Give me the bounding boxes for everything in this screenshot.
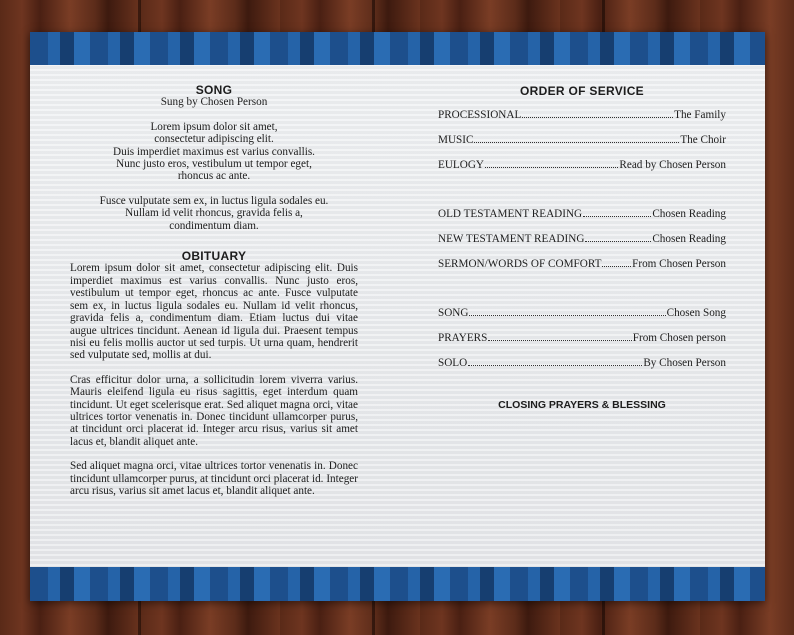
bottom-blue-band <box>30 567 765 601</box>
service-item-label: EULOGY <box>438 159 484 171</box>
verse-line: rhoncus ac ante. <box>177 170 251 183</box>
verse-line: Fusce vulputate sem ex, in luctus ligula sodales eu. <box>99 194 329 207</box>
dot-leader <box>602 257 631 267</box>
dot-leader <box>488 331 631 341</box>
service-item-label: MUSIC <box>438 134 474 146</box>
service-item <box>438 232 726 257</box>
song-subtitle: Sung by Chosen Person <box>160 96 268 109</box>
song-verse-2 <box>70 195 358 232</box>
verse-line: Duis imperdiet maximus est varius convallis. <box>113 145 315 158</box>
verse-line: condimentum diam. <box>169 219 259 232</box>
service-item <box>438 257 726 282</box>
dot-leader <box>485 158 618 168</box>
song-heading: SONG <box>195 83 233 97</box>
verse-line: Nunc justo eros, vestibulum ut tempor eget, <box>116 158 312 171</box>
service-item <box>438 158 726 183</box>
service-item-value: From Chosen Person <box>632 258 726 270</box>
closing-prayers-heading: CLOSING PRAYERS & BLESSING <box>498 399 666 411</box>
service-item <box>438 133 726 158</box>
service-item-value: Chosen Reading <box>652 233 726 245</box>
dot-leader <box>583 207 651 217</box>
service-item <box>438 356 726 381</box>
song-verse-1 <box>70 121 358 183</box>
service-item-label: OLD TESTAMENT READING <box>438 208 583 220</box>
service-group <box>438 207 726 282</box>
service-item-label: SERMON/WORDS OF COMFORT <box>438 258 602 270</box>
service-item-value: Chosen Song <box>666 307 726 319</box>
top-blue-band <box>30 32 765 65</box>
service-item <box>438 108 726 133</box>
verse-line: Nullam id velit rhoncus, gravida felis a, <box>125 207 303 220</box>
service-group <box>438 108 726 183</box>
verse-line: consectetur adipiscing elit. <box>154 133 274 146</box>
obituary-heading: OBITUARY <box>181 249 247 264</box>
left-panel <box>70 84 358 497</box>
service-item <box>438 306 726 331</box>
service-item-label: PRAYERS <box>438 332 488 344</box>
dot-leader <box>522 108 673 118</box>
obituary-paragraph: Lorem ipsum dolor sit amet, consectetur adipiscing elit. Duis imperdiet maximus est varius convallis. Nunc justo eros, vestibulum ut tempor eget, rhoncus ac ante. Fusce vulputate sem ex, in luctus ligula sodales eu. Nullam id velit rhoncus, gravida felis a, condimentum diam. Etiam luctus dui vitae augue ultrices tincidunt. Aenean id ligula dui. Praesent tempus nisi eu felis mollis auctor ut sed turpis. Ut urna quam, hendrerit sed vulputate sed, mollis at dui. <box>70 262 358 362</box>
service-item-label: NEW TESTAMENT READING <box>438 233 585 245</box>
service-item-value: The Choir <box>680 134 726 146</box>
verse-line: Lorem ipsum dolor sit amet, <box>150 120 278 133</box>
service-item <box>438 207 726 232</box>
dot-leader <box>585 232 651 242</box>
order-of-service-heading: ORDER OF SERVICE <box>520 84 644 98</box>
service-group <box>438 306 726 381</box>
service-item-value: Read by Chosen Person <box>619 159 726 171</box>
service-item-value: From Chosen person <box>632 332 726 344</box>
obituary-paragraph: Sed aliquet magna orci, vitae ultrices tortor venenatis in. Donec tincidunt ullamcorper purus, at tincidunt orci placerat id. Integer arcu risus, varius sit amet lacus et, blandit aliquet ante. <box>70 460 358 497</box>
dot-leader <box>474 133 679 143</box>
service-item-label: PROCESSIONAL <box>438 109 522 121</box>
service-item <box>438 331 726 356</box>
program-brochure <box>30 32 765 601</box>
service-item-value: Chosen Reading <box>652 208 726 220</box>
service-item-value: By Chosen Person <box>643 357 726 369</box>
service-item-value: The Family <box>674 109 726 121</box>
dot-leader <box>468 356 642 366</box>
dot-leader <box>469 306 665 316</box>
right-panel <box>438 84 726 411</box>
service-item-label: SOLO <box>438 357 468 369</box>
obituary-paragraph: Cras efficitur dolor urna, a sollicitudin lorem viverra varius. Mauris eleifend ligula eu risus sagittis, eget interdum quam tincidunt. Ut eget scelerisque erat. Sed aliquet magna orci, vitae ultrices tortor venenatis in. Donec tincidunt ullamcorper purus, at tincidunt orci placerat id. Integer arcu risus, varius sit amet lacus et, blandit aliquet ante. <box>70 373 358 448</box>
service-item-label: SONG <box>438 307 469 319</box>
